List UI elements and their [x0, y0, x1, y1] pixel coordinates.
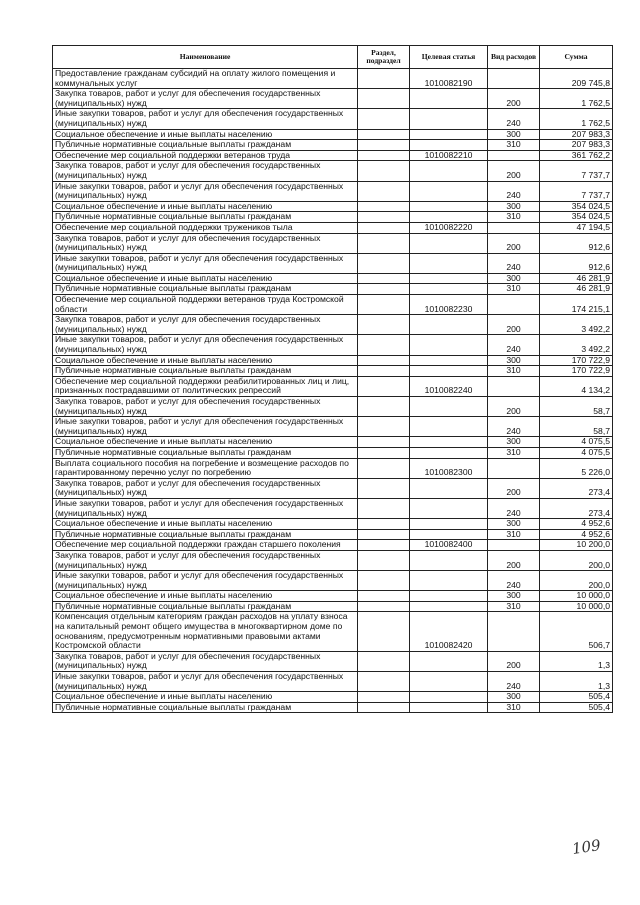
cell-amount: 354 024,5 — [540, 201, 613, 212]
cell-section — [358, 315, 410, 335]
cell-amount: 4 134,2 — [540, 376, 613, 396]
cell-article: 1010082240 — [410, 376, 488, 396]
cell-amount: 10 200,0 — [540, 540, 613, 551]
cell-expense-type: 240 — [488, 109, 540, 129]
cell-article — [410, 692, 488, 703]
cell-section — [358, 253, 410, 273]
table-row — [53, 591, 613, 602]
cell-amount: 200,0 — [540, 550, 613, 570]
cell-name: Закупка товаров, работ и услуг для обеспечения государственных (муниципальных) нужд — [53, 651, 358, 671]
cell-amount: 58,7 — [540, 397, 613, 417]
cell-article — [410, 498, 488, 518]
cell-article — [410, 591, 488, 602]
cell-article — [410, 129, 488, 140]
cell-expense-type: 240 — [488, 498, 540, 518]
cell-section — [358, 591, 410, 602]
cell-expense-type: 240 — [488, 181, 540, 201]
cell-section — [358, 550, 410, 570]
cell-name: Иные закупки товаров, работ и услуг для обеспечения государственных (муниципальных) нужд — [53, 253, 358, 273]
cell-article — [410, 529, 488, 540]
header-section: Раздел, подраздел — [358, 46, 410, 69]
table-body — [53, 69, 613, 713]
cell-name: Обеспечение мер социальной поддержки граждан старшего поколения — [53, 540, 358, 551]
cell-amount: 209 745,8 — [540, 69, 613, 89]
cell-expense-type: 200 — [488, 397, 540, 417]
cell-expense-type — [488, 150, 540, 161]
cell-section — [358, 498, 410, 518]
table-row — [53, 437, 613, 448]
cell-article — [410, 447, 488, 458]
table-row — [53, 129, 613, 140]
cell-section — [358, 529, 410, 540]
cell-article — [410, 109, 488, 129]
cell-name: Обеспечение мер социальной поддержки тружеников тыла — [53, 222, 358, 233]
cell-name: Иные закупки товаров, работ и услуг для обеспечения государственных (муниципальных) нужд — [53, 417, 358, 437]
table-row — [53, 519, 613, 530]
cell-article — [410, 140, 488, 151]
handwritten-page-mark: 109 — [570, 836, 602, 858]
cell-section — [358, 519, 410, 530]
cell-article: 1010082300 — [410, 458, 488, 478]
cell-expense-type: 310 — [488, 702, 540, 713]
cell-section — [358, 109, 410, 129]
table-row — [53, 295, 613, 315]
cell-section — [358, 437, 410, 448]
cell-section — [358, 150, 410, 161]
cell-article — [410, 437, 488, 448]
cell-section — [358, 69, 410, 89]
cell-amount: 7 737,7 — [540, 161, 613, 181]
cell-article — [410, 355, 488, 366]
table-row — [53, 529, 613, 540]
cell-name: Социальное обеспечение и иные выплаты населению — [53, 273, 358, 284]
cell-name: Обеспечение мер социальной поддержки реабилитированных лиц и лиц, признанных пострадавшими от политических репрессий — [53, 376, 358, 396]
table-row — [53, 233, 613, 253]
cell-amount: 200,0 — [540, 571, 613, 591]
cell-amount: 273,4 — [540, 498, 613, 518]
budget-table — [52, 45, 613, 713]
cell-amount: 1 762,5 — [540, 109, 613, 129]
cell-name: Публичные нормативные социальные выплаты гражданам — [53, 366, 358, 377]
cell-section — [358, 702, 410, 713]
cell-name: Иные закупки товаров, работ и услуг для обеспечения государственных (муниципальных) нужд — [53, 571, 358, 591]
cell-amount: 3 492,2 — [540, 315, 613, 335]
cell-name: Социальное обеспечение и иные выплаты населению — [53, 201, 358, 212]
cell-name: Публичные нормативные социальные выплаты гражданам — [53, 140, 358, 151]
cell-amount: 912,6 — [540, 233, 613, 253]
cell-name: Иные закупки товаров, работ и услуг для обеспечения государственных (муниципальных) нужд — [53, 109, 358, 129]
cell-amount: 10 000,0 — [540, 591, 613, 602]
cell-name: Социальное обеспечение и иные выплаты населению — [53, 129, 358, 140]
cell-section — [358, 397, 410, 417]
table-row — [53, 478, 613, 498]
cell-article — [410, 89, 488, 109]
table-row — [53, 571, 613, 591]
cell-name: Закупка товаров, работ и услуг для обеспечения государственных (муниципальных) нужд — [53, 550, 358, 570]
cell-article: 1010082190 — [410, 69, 488, 89]
cell-article — [410, 571, 488, 591]
cell-amount: 1,3 — [540, 672, 613, 692]
cell-article: 1010082220 — [410, 222, 488, 233]
table-row — [53, 89, 613, 109]
cell-expense-type: 200 — [488, 550, 540, 570]
cell-name: Компенсация отдельным категориям граждан расходов на уплату взноса на капитальный ремонт общего имущества в многоквартирном доме по основаниям, предусмотренным нормативными правовыми актами Костромской области — [53, 612, 358, 651]
cell-expense-type: 310 — [488, 601, 540, 612]
cell-section — [358, 478, 410, 498]
cell-expense-type — [488, 376, 540, 396]
table-row — [53, 140, 613, 151]
cell-name: Иные закупки товаров, работ и услуг для обеспечения государственных (муниципальных) нужд — [53, 498, 358, 518]
cell-article: 1010082210 — [410, 150, 488, 161]
table-row — [53, 181, 613, 201]
cell-expense-type: 200 — [488, 651, 540, 671]
table-header-row — [53, 46, 613, 69]
cell-expense-type: 310 — [488, 366, 540, 377]
cell-amount: 170 722,9 — [540, 355, 613, 366]
cell-name: Социальное обеспечение и иные выплаты населению — [53, 437, 358, 448]
cell-expense-type: 200 — [488, 315, 540, 335]
cell-expense-type: 240 — [488, 417, 540, 437]
cell-amount: 46 281,9 — [540, 273, 613, 284]
cell-expense-type: 310 — [488, 447, 540, 458]
table-row — [53, 702, 613, 713]
table-row — [53, 692, 613, 703]
cell-expense-type: 310 — [488, 140, 540, 151]
cell-name: Публичные нормативные социальные выплаты гражданам — [53, 447, 358, 458]
cell-expense-type: 310 — [488, 529, 540, 540]
table-row — [53, 355, 613, 366]
table-row — [53, 335, 613, 355]
table-row — [53, 458, 613, 478]
cell-name: Закупка товаров, работ и услуг для обеспечения государственных (муниципальных) нужд — [53, 161, 358, 181]
cell-name: Социальное обеспечение и иные выплаты населению — [53, 519, 358, 530]
cell-expense-type — [488, 458, 540, 478]
cell-expense-type: 300 — [488, 129, 540, 140]
cell-section — [358, 355, 410, 366]
cell-section — [358, 458, 410, 478]
cell-article — [410, 550, 488, 570]
cell-expense-type: 310 — [488, 212, 540, 223]
header-amount: Сумма — [540, 46, 613, 69]
cell-name: Иные закупки товаров, работ и услуг для обеспечения государственных (муниципальных) нужд — [53, 672, 358, 692]
cell-article: 1010082420 — [410, 612, 488, 651]
cell-section — [358, 692, 410, 703]
cell-section — [358, 89, 410, 109]
cell-name: Социальное обеспечение и иные выплаты населению — [53, 591, 358, 602]
cell-article — [410, 181, 488, 201]
cell-section — [358, 335, 410, 355]
cell-amount: 207 983,3 — [540, 140, 613, 151]
cell-article — [410, 651, 488, 671]
table-row — [53, 253, 613, 273]
table-row — [53, 498, 613, 518]
cell-expense-type: 300 — [488, 591, 540, 602]
cell-section — [358, 366, 410, 377]
cell-section — [358, 612, 410, 651]
cell-amount: 912,6 — [540, 253, 613, 273]
table-row — [53, 417, 613, 437]
cell-amount: 505,4 — [540, 692, 613, 703]
table-row — [53, 109, 613, 129]
cell-article: 1010082230 — [410, 295, 488, 315]
cell-amount: 7 737,7 — [540, 181, 613, 201]
cell-expense-type — [488, 612, 540, 651]
cell-name: Социальное обеспечение и иные выплаты населению — [53, 355, 358, 366]
cell-section — [358, 447, 410, 458]
cell-article — [410, 335, 488, 355]
table-row — [53, 150, 613, 161]
cell-name: Публичные нормативные социальные выплаты гражданам — [53, 284, 358, 295]
table-row — [53, 550, 613, 570]
document-page — [52, 45, 612, 713]
cell-expense-type — [488, 69, 540, 89]
cell-expense-type: 300 — [488, 692, 540, 703]
cell-expense-type: 300 — [488, 273, 540, 284]
cell-article — [410, 397, 488, 417]
cell-section — [358, 540, 410, 551]
cell-amount: 5 226,0 — [540, 458, 613, 478]
cell-article — [410, 478, 488, 498]
cell-name: Закупка товаров, работ и услуг для обеспечения государственных (муниципальных) нужд — [53, 315, 358, 335]
cell-amount: 10 000,0 — [540, 601, 613, 612]
cell-section — [358, 284, 410, 295]
cell-expense-type: 200 — [488, 233, 540, 253]
cell-expense-type: 200 — [488, 478, 540, 498]
cell-article — [410, 201, 488, 212]
cell-section — [358, 601, 410, 612]
cell-article — [410, 519, 488, 530]
cell-amount: 354 024,5 — [540, 212, 613, 223]
table-row — [53, 212, 613, 223]
cell-section — [358, 222, 410, 233]
cell-section — [358, 417, 410, 437]
cell-article — [410, 702, 488, 713]
cell-section — [358, 571, 410, 591]
cell-name: Закупка товаров, работ и услуг для обеспечения государственных (муниципальных) нужд — [53, 478, 358, 498]
cell-amount: 170 722,9 — [540, 366, 613, 377]
cell-article — [410, 212, 488, 223]
cell-article — [410, 253, 488, 273]
table-row — [53, 201, 613, 212]
cell-amount: 4 952,6 — [540, 519, 613, 530]
cell-expense-type: 240 — [488, 672, 540, 692]
cell-amount: 58,7 — [540, 417, 613, 437]
cell-section — [358, 233, 410, 253]
cell-section — [358, 140, 410, 151]
table-row — [53, 69, 613, 89]
cell-article — [410, 672, 488, 692]
cell-name: Закупка товаров, работ и услуг для обеспечения государственных (муниципальных) нужд — [53, 397, 358, 417]
cell-section — [358, 273, 410, 284]
cell-amount: 46 281,9 — [540, 284, 613, 295]
table-row — [53, 447, 613, 458]
cell-expense-type: 300 — [488, 355, 540, 366]
table-row — [53, 540, 613, 551]
cell-article — [410, 601, 488, 612]
cell-name: Закупка товаров, работ и услуг для обеспечения государственных (муниципальных) нужд — [53, 233, 358, 253]
cell-article — [410, 161, 488, 181]
cell-name: Иные закупки товаров, работ и услуг для обеспечения государственных (муниципальных) нужд — [53, 181, 358, 201]
cell-name: Предоставление гражданам субсидий на оплату жилого помещения и коммунальных услуг — [53, 69, 358, 89]
cell-article — [410, 315, 488, 335]
header-article: Целевая статья — [410, 46, 488, 69]
table-row — [53, 601, 613, 612]
cell-amount: 273,4 — [540, 478, 613, 498]
cell-section — [358, 212, 410, 223]
cell-article — [410, 273, 488, 284]
table-row — [53, 376, 613, 396]
header-expense-type: Вид расходов — [488, 46, 540, 69]
cell-amount: 174 215,1 — [540, 295, 613, 315]
cell-name: Обеспечение мер социальной поддержки ветеранов труда — [53, 150, 358, 161]
cell-section — [358, 651, 410, 671]
cell-section — [358, 672, 410, 692]
cell-expense-type: 240 — [488, 253, 540, 273]
cell-name: Выплата социального пособия на погребение и возмещение расходов по гарантированному перечню услуг по погребению — [53, 458, 358, 478]
cell-article — [410, 366, 488, 377]
cell-amount: 505,4 — [540, 702, 613, 713]
cell-name: Социальное обеспечение и иные выплаты населению — [53, 692, 358, 703]
table-row — [53, 397, 613, 417]
cell-amount: 3 492,2 — [540, 335, 613, 355]
cell-amount: 207 983,3 — [540, 129, 613, 140]
table-row — [53, 651, 613, 671]
cell-article — [410, 417, 488, 437]
cell-expense-type — [488, 540, 540, 551]
table-row — [53, 273, 613, 284]
cell-section — [358, 295, 410, 315]
cell-expense-type — [488, 222, 540, 233]
cell-amount: 4 952,6 — [540, 529, 613, 540]
table-row — [53, 161, 613, 181]
cell-name: Публичные нормативные социальные выплаты гражданам — [53, 212, 358, 223]
cell-article — [410, 284, 488, 295]
cell-expense-type: 200 — [488, 89, 540, 109]
cell-amount: 4 075,5 — [540, 437, 613, 448]
table-row — [53, 612, 613, 651]
cell-expense-type: 310 — [488, 284, 540, 295]
cell-section — [358, 376, 410, 396]
cell-amount: 47 194,5 — [540, 222, 613, 233]
cell-expense-type: 300 — [488, 437, 540, 448]
cell-amount: 1 762,5 — [540, 89, 613, 109]
cell-section — [358, 201, 410, 212]
cell-section — [358, 161, 410, 181]
cell-name: Иные закупки товаров, работ и услуг для обеспечения государственных (муниципальных) нужд — [53, 335, 358, 355]
cell-expense-type: 240 — [488, 571, 540, 591]
cell-section — [358, 181, 410, 201]
cell-name: Закупка товаров, работ и услуг для обеспечения государственных (муниципальных) нужд — [53, 89, 358, 109]
cell-amount: 1,3 — [540, 651, 613, 671]
table-row — [53, 672, 613, 692]
cell-article — [410, 233, 488, 253]
cell-name: Обеспечение мер социальной поддержки ветеранов труда Костромской области — [53, 295, 358, 315]
table-row — [53, 366, 613, 377]
cell-section — [358, 129, 410, 140]
table-row — [53, 222, 613, 233]
header-name: Наименование — [53, 46, 358, 69]
cell-article: 1010082400 — [410, 540, 488, 551]
cell-name: Публичные нормативные социальные выплаты гражданам — [53, 529, 358, 540]
table-row — [53, 315, 613, 335]
cell-name: Публичные нормативные социальные выплаты гражданам — [53, 702, 358, 713]
table-row — [53, 284, 613, 295]
cell-expense-type: 300 — [488, 519, 540, 530]
cell-amount: 361 762,2 — [540, 150, 613, 161]
cell-amount: 4 075,5 — [540, 447, 613, 458]
cell-expense-type: 300 — [488, 201, 540, 212]
cell-name: Публичные нормативные социальные выплаты гражданам — [53, 601, 358, 612]
cell-expense-type: 200 — [488, 161, 540, 181]
cell-expense-type — [488, 295, 540, 315]
cell-amount: 506,7 — [540, 612, 613, 651]
cell-expense-type: 240 — [488, 335, 540, 355]
